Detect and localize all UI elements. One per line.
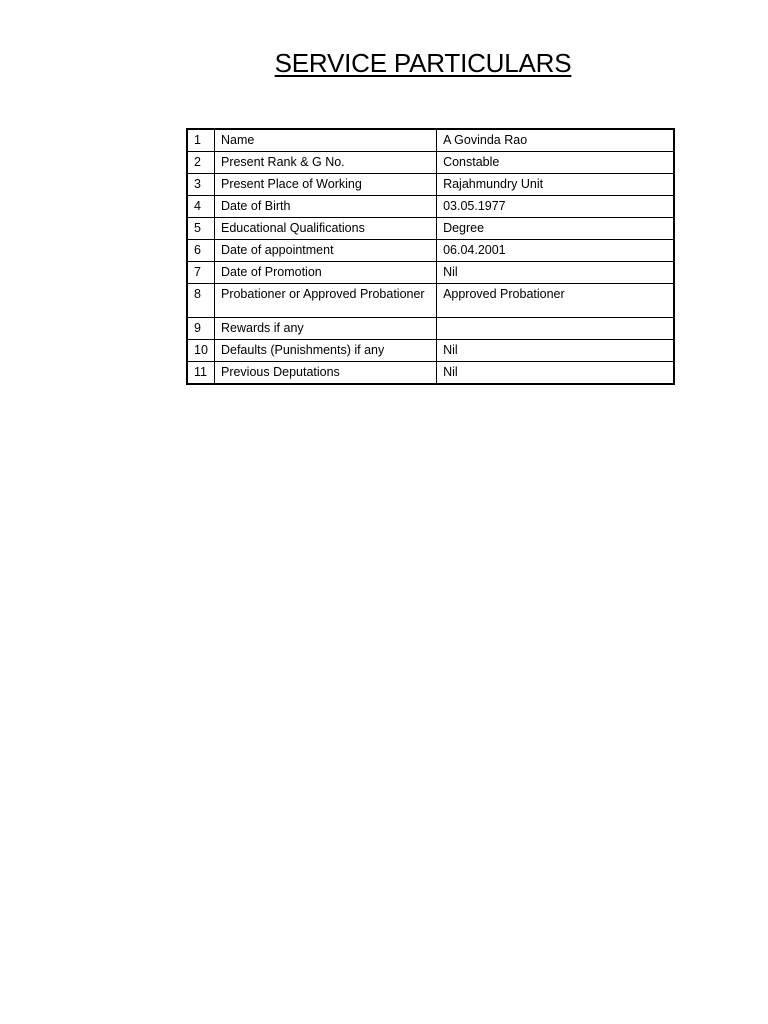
row-number: 6 bbox=[187, 240, 214, 262]
field-value: 06.04.2001 bbox=[437, 240, 674, 262]
table-row bbox=[187, 240, 674, 262]
field-label: Educational Qualifications bbox=[214, 218, 436, 240]
field-value bbox=[437, 318, 674, 340]
field-label: Previous Deputations bbox=[214, 362, 436, 385]
row-number: 8 bbox=[187, 284, 214, 318]
row-number: 11 bbox=[187, 362, 214, 385]
field-label: Date of Birth bbox=[214, 196, 436, 218]
field-value: 03.05.1977 bbox=[437, 196, 674, 218]
service-particulars-table bbox=[186, 128, 675, 385]
row-number: 9 bbox=[187, 318, 214, 340]
row-number: 1 bbox=[187, 129, 214, 152]
row-number: 2 bbox=[187, 152, 214, 174]
field-label: Date of Promotion bbox=[214, 262, 436, 284]
field-label: Present Place of Working bbox=[214, 174, 436, 196]
row-number: 3 bbox=[187, 174, 214, 196]
table-row bbox=[187, 129, 674, 152]
field-label: Probationer or Approved Probationer bbox=[214, 284, 436, 318]
table-row bbox=[187, 196, 674, 218]
table-row bbox=[187, 174, 674, 196]
field-value: Nil bbox=[437, 362, 674, 385]
field-label: Present Rank & G No. bbox=[214, 152, 436, 174]
field-value: Nil bbox=[437, 340, 674, 362]
field-value: Nil bbox=[437, 262, 674, 284]
table-row bbox=[187, 218, 674, 240]
table-row bbox=[187, 262, 674, 284]
row-number: 10 bbox=[187, 340, 214, 362]
field-label: Date of appointment bbox=[214, 240, 436, 262]
field-value: A Govinda Rao bbox=[437, 129, 674, 152]
document-title: SERVICE PARTICULARS bbox=[274, 48, 572, 78]
row-number: 7 bbox=[187, 262, 214, 284]
table-row bbox=[187, 340, 674, 362]
field-label: Name bbox=[214, 129, 436, 152]
field-value: Rajahmundry Unit bbox=[437, 174, 674, 196]
row-number: 5 bbox=[187, 218, 214, 240]
table-row bbox=[187, 284, 674, 318]
field-value: Approved Probationer bbox=[437, 284, 674, 318]
table-row bbox=[187, 152, 674, 174]
table-row bbox=[187, 362, 674, 385]
field-label: Rewards if any bbox=[214, 318, 436, 340]
row-number: 4 bbox=[187, 196, 214, 218]
field-label: Defaults (Punishments) if any bbox=[214, 340, 436, 362]
field-value: Constable bbox=[437, 152, 674, 174]
field-value: Degree bbox=[437, 218, 674, 240]
table-row bbox=[187, 318, 674, 340]
